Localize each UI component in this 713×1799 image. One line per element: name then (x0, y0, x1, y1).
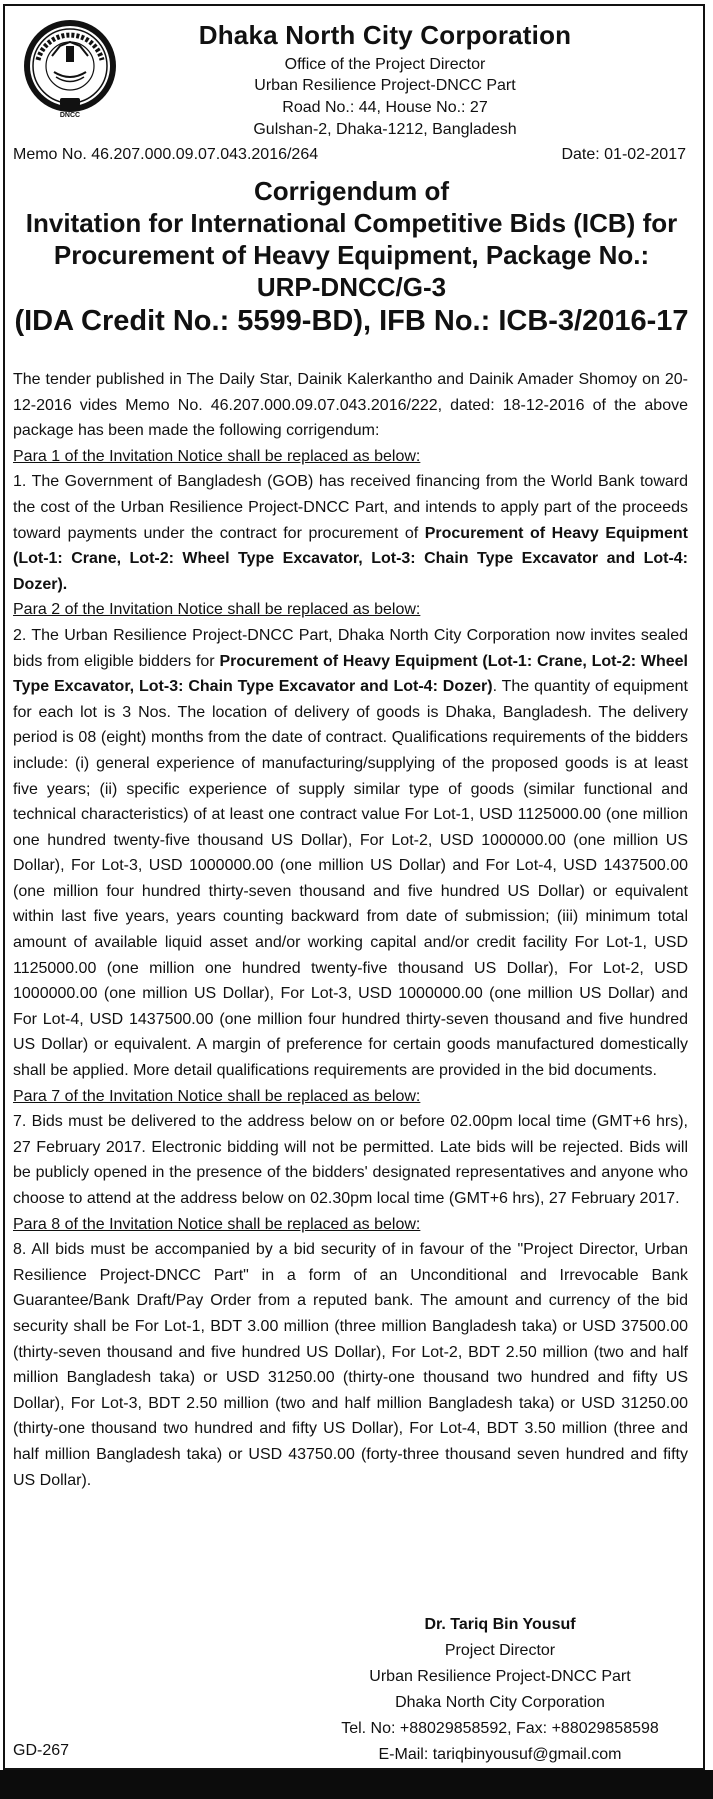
memo-number: Memo No. 46.207.000.09.07.043.2016/264 (13, 146, 319, 163)
svg-text:DNCC: DNCC (59, 112, 81, 119)
signatory-project: Urban Resilience Project-DNCC Part (369, 1668, 631, 1685)
section-heading: Para 1 of the Invitation Notice shall be replaced as below: (13, 447, 421, 465)
title-line: Procurement of Heavy Equipment, Package No.: (53, 240, 650, 270)
header-line: Office of the Project Director (284, 56, 486, 73)
footer-bar (0, 1770, 713, 1799)
organization-name: Dhaka North City Corporation (198, 20, 572, 50)
title-line: Invitation for International Competitive Bids (ICB) for (25, 208, 678, 238)
section-paragraph: 7. Bids must be delivered to the address below on or before 02.00pm local time (GMT+6 hrs), 27 February 2017. Electronic bidding will not be permitted. Late bids will be rejected. Bids will be publicly opened in the presence of the bidders' designated representatives and anyone who choose to attend at the address below on 02.30pm local time (GMT+6 hrs), 27 February 2017. (13, 1113, 688, 1207)
title-line: Corrigendum of (254, 176, 449, 206)
intro-paragraph: The tender published in The Daily Star, Dainik Kalerkantho and Dainik Amader Shomoy on 20-12-2016 vides Memo No. 46.207.000.09.07.043.2016/222, dated: 18-12-2016 of the above package has been made the following corrigendum: (13, 371, 688, 440)
title-line: (IDA Credit No.: 5599-BD), IFB No.: ICB-3/2016-17 (14, 305, 689, 337)
gd-number: GD-267 (13, 1742, 70, 1759)
header-line: Urban Resilience Project-DNCC Part (254, 77, 516, 94)
section-heading: Para 7 of the Invitation Notice shall be replaced as below: (13, 1087, 421, 1105)
section-paragraph: 8. All bids must be accompanied by a bid security of in favour of the "Project Director, Urban Resilience Project-DNCC Part" in a form of an Unconditional and Irrevocable Bank Guarantee/Bank Draft/Pay Order from a reputed bank. The amount and currency of the bid security shall be For Lot-1, BDT 3.00 million (three million Bangladesh taka) or USD 37500.00 (thirty-seven thousand and five hundred US Dollar), For Lot-2, BDT 2.50 million (two and half million Bangladesh taka) or USD 31250.00 (thirty-one thousand two hundred and fifty US Dollar), For Lot-3, BDT 2.50 million (two and half million Bangladesh taka) or USD 31250.00 (thirty-one thousand two hundred and fifty US Dollar), For Lot-4, BDT 3.50 million (three and half million Bangladesh taka) or USD 43750.00 (forty-three thousand seven hundred and fifty US Dollar). (13, 1241, 688, 1489)
signatory-organization: Dhaka North City Corporation (395, 1694, 605, 1711)
signatory-name: Dr. Tariq Bin Yousuf (424, 1616, 576, 1633)
section-paragraph: 1. The Government of Bangladesh (GOB) has received financing from the World Bank toward the cost of the Urban Resilience Project-DNCC Part, and intends to apply part of the proceeds toward payments under the contract for procurement of Procurement of Heavy Equipment (Lot-1: Crane, Lot-2: Wheel Type Excavator, Lot-3: Chain Type Excavator and Lot-4: Dozer). (13, 473, 688, 593)
section-paragraph: 2. The Urban Resilience Project-DNCC Part, Dhaka North City Corporation now invites sealed bids from eligible bidders for Procurement of Heavy Equipment (Lot-1: Crane, Lot-2: Wheel Type Excavator, Lot-3: Chain Type Excavator and Lot-4: Dozer). The quantity of equipment for each lot is 3 Nos. The location of delivery of goods is Dhaka, Bangladesh. The delivery period is 08 (eight) months from the date of contract. Qualifications requirements of the bidders include: (i) general experience of manufacturing/supplying of the proposed goods is at least five years; (ii) specific experience of supply similar type of goods (similar functional and technical characteristics) of at least one contract value For Lot-1, USD 1125000.00 (one million one hundred twenty-five thousand US Dollar), For Lot-2, USD 1000000.00 (one million US Dollar), For Lot-3, USD 1000000.00 (one million US Dollar) and For Lot-4, USD 1437500.00 (one million four hundred thirty-seven thousand and five hundred US Dollar) or equivalent within last five years, years counting backward from date of submission; (iii) minimum total amount of available liquid asset and/or working capital and/or credit facility For Lot-1, USD 1125000.00 (one million one hundred twenty-five thousand US Dollar), For Lot-2, USD 1000000.00 (one million US Dollar), For Lot-3, USD 1000000.00 (one million US Dollar) and For Lot-4, USD 1437500.00 (one million four hundred thirty-seven thousand and five hundred US Dollar) or equivalent. A margin of preference for certain goods manufactured domestically shall be applied. More detail qualifications requirements are provided in the bid documents. (13, 626, 688, 1080)
header-line: Road No.: 44, House No.: 27 (282, 99, 488, 116)
signatory-designation: Project Director (444, 1642, 556, 1659)
contact-phone: Tel. No: +88029858592, Fax: +88029858598 (341, 1720, 659, 1737)
dncc-seal-logo (22, 16, 118, 122)
section-heading: Para 8 of the Invitation Notice shall be replaced as below: (13, 1215, 421, 1233)
notice-title (8, 175, 695, 339)
contact-email: E-Mail: tariqbinyousuf@gmail.com (378, 1746, 622, 1763)
notice-date: Date: 01-02-2017 (561, 146, 686, 163)
title-line: URP-DNCC/G-3 (256, 272, 447, 302)
signature-block (330, 1612, 670, 1768)
notice-body (13, 367, 688, 1493)
section-heading: Para 2 of the Invitation Notice shall be replaced as below: (13, 601, 421, 619)
header-line: Gulshan-2, Dhaka-1212, Bangladesh (253, 121, 517, 138)
